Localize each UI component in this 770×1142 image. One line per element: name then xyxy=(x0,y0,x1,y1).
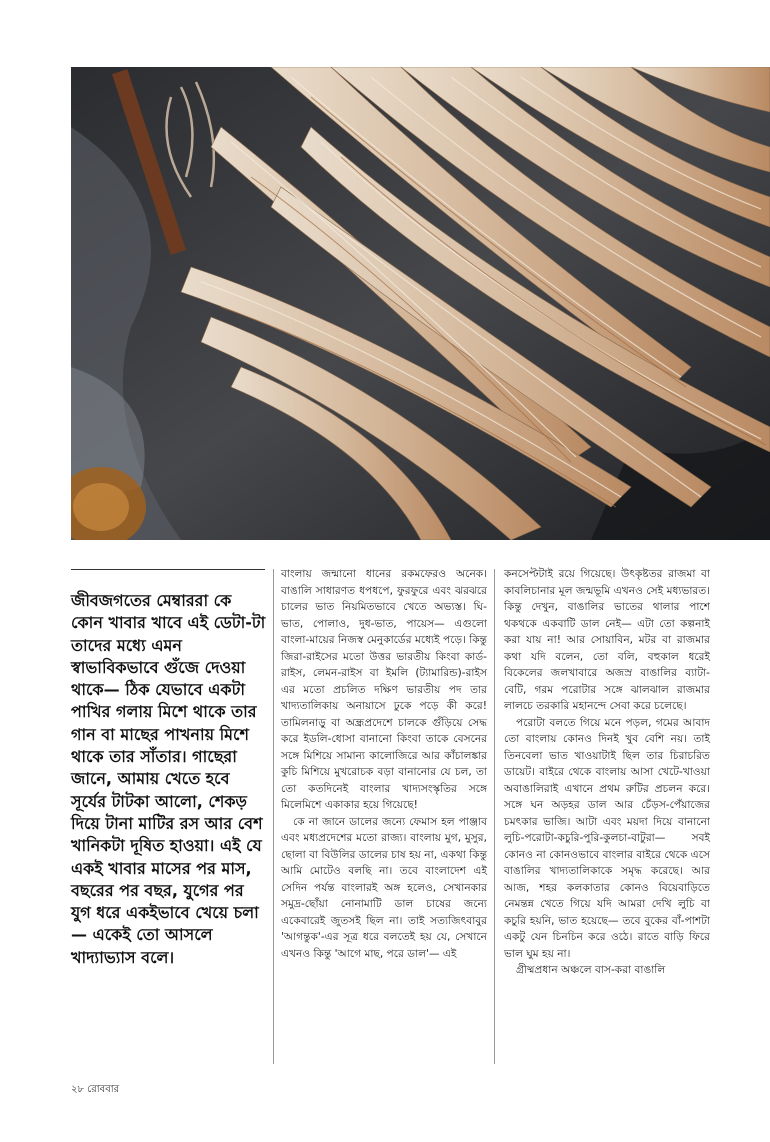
paragraph: কে না জানে ডালের জন্যে ফেমাস হল পাঞ্জাব এবং মধ্যপ্রদেশের মতো রাজ্য। বাংলায় মুগ, মুসুর, ছোলা বা বিউলির ডালের চাষ হয় না, একথা কিন্তু আমি মোটেও বলছি না। তবে বাংলাদেশ এই সেদিন পর্যন্ত বাংলারই অঙ্গ হলেও, সেখানকার সমুদ্র-ছোঁয়া নোনামাটি ডাল চাষের জন্যে একেবারেই জুতসই ছিল না। তাই সত্যজিৎবাবুর 'আগন্তুক'-এর সূত্র ধরে বলতেই হয় যে, সেখানে এখনও কিন্তু 'আগে মাছ, পরে ডাল'— এই xyxy=(281,815,487,960)
dried-fish-photo xyxy=(71,67,770,540)
pull-quote-rule xyxy=(71,569,265,570)
page-folio: ২৮ রোববার xyxy=(71,1084,120,1095)
dried-fish-illustration xyxy=(71,67,770,540)
paragraph: কনসেপ্টটাই রয়ে গিয়েছে। উৎকৃষ্টতর রাজমা বা কাবলিচানার মূল জন্মভূমি এখনও সেই মধ্যভারত। কিন্তু দেখুন, বাঙালির ভাতের থালার পাশে থকথকে একবাটি ডাল নেই— এটা তো কল্পনাই করা যায় না! আর সোয়াবিন, মটর বা রাজমার কথা যদি বলেন, তো বলি, বহুকাল ধরেই বিকেলের জলখাবারে অজস্র বাঙালির ব্যাটা-বেটি, গরম পরোটার সঙ্গে ঝালঝাল রাজমার লালচে তরকারি মহানন্দে সেবা করে চলেছে। xyxy=(504,568,710,712)
article-column-2 xyxy=(504,566,710,979)
column-divider xyxy=(494,569,495,1064)
paragraph: গ্রীষ্মপ্রধান অঞ্চলে বাস-করা বাঙালি xyxy=(516,964,666,976)
article-column-1 xyxy=(281,566,487,962)
paragraph: বাংলায় জন্মানো ধানের রকমফেরও অনেক। বাঙালি সাধারণত ধপধপে, ফুরফুরে এবং ঝরঝরে চালের ভাত নিয়মিতভাবে খেতে অভ্যস্ত। ঘি-ভাত, পোলাও, দুধ-ভাত, পায়েস— এগুলো বাংলা-মায়ের নিজস্ব মেনুকার্ডের মধ্যেই পড়ে। কিন্তু জিরা-রাইসের মতো উত্তর ভারতীয় কিংবা কার্ড-রাইস, লেমন-রাইস বা ইমলি (ট্যামারিন্ড)-রাইস এর মতো প্রচলিত দক্ষিণ ভারতীয় পদ তার খাদ্যতালিকায় অনায়াসে ঢুকে পড়ে কী করে! তামিলনাড়ু বা অন্ধ্রপ্রদেশে চালকে গুঁড়িয়ে সেদ্ধ করে ইডলি-ধোসা বানানো কিংবা তাকে বেসনের সঙ্গে মিশিয়ে সামান্য কালোজিরে আর কাঁচালঙ্কার কুচি মিশিয়ে মুখরোচক বড়া বানানোর যে চল, তা তো কতদিনেই বাংলার খাদ্যসংস্কৃতির সঙ্গে মিলেমিশে একাকার হয়ে গিয়েছে! xyxy=(281,568,487,811)
column-divider xyxy=(273,569,274,1064)
pull-quote: জীবজগতের মেম্বাররা কে কোন খাবার খাবে এই ডেটা-টা তাদের মধ্যে এমন স্বাভাবিকভাবে গুঁজে দেওয়া থাকে— ঠিক যেভাবে একটা পাখির গলায় মিশে থাকে তার গান বা মাছের পাখনায় মিশে থাকে তার সাঁতার। গাছেরা জানে, আমায় খেতে হবে সূর্যের টাটকা আলো, শেকড় দিয়ে টানা মাটির রস আর বেশ খানিকটা দূষিত হাওয়া। এই যে একই খাবার মাসের পর মাস, বছরের পর বছর, যুগের পর যুগ ধরে একইভাবে খেয়ে চলা— একেই তো আসলে খাদ্যাভ্যাস বলে। xyxy=(71,591,266,967)
paragraph: পরোটা বলতে গিয়ে মনে পড়ল, গমের আবাদ তো বাংলায় কোনও দিনই খুব বেশি নয়। তাই তিনবেলা ভাত খাওয়াটাই ছিল তার চিরাচরিত ডায়েট। বাইরে থেকে বাংলায় আসা খেটে-খাওয়া অবাঙালিরাই এখানে প্রথম রুটির প্রচলন করে। সঙ্গে ঘন অড়হর ডাল আর চেঁড়স-পেঁয়াজের চমৎকার ভাজি। আটা এবং ময়দা দিয়ে বানানো লুচি-পরোটা-কচুরি-পুরি-কুলচা-বাটুরা— সবই কোনও না কোনওভাবে বাংলার বাইরে থেকে এসে বাঙালির খাদ্যতালিকাকে সমৃদ্ধ করেছে। আর আজ, শহর কলকাতার কোনও বিয়েবাড়িতে নেমন্তন্ন খেতে গিয়ে যদি আমরা দেখি লুচি বা কচুরি হয়নি, ভাত হয়েছে— তবে বুকের বাঁ-পাশটা একটু যেন চিনচিন করে ওঠে। রাতে বাড়ি ফিরে ভাল ঘুম হয় না। xyxy=(504,716,710,960)
